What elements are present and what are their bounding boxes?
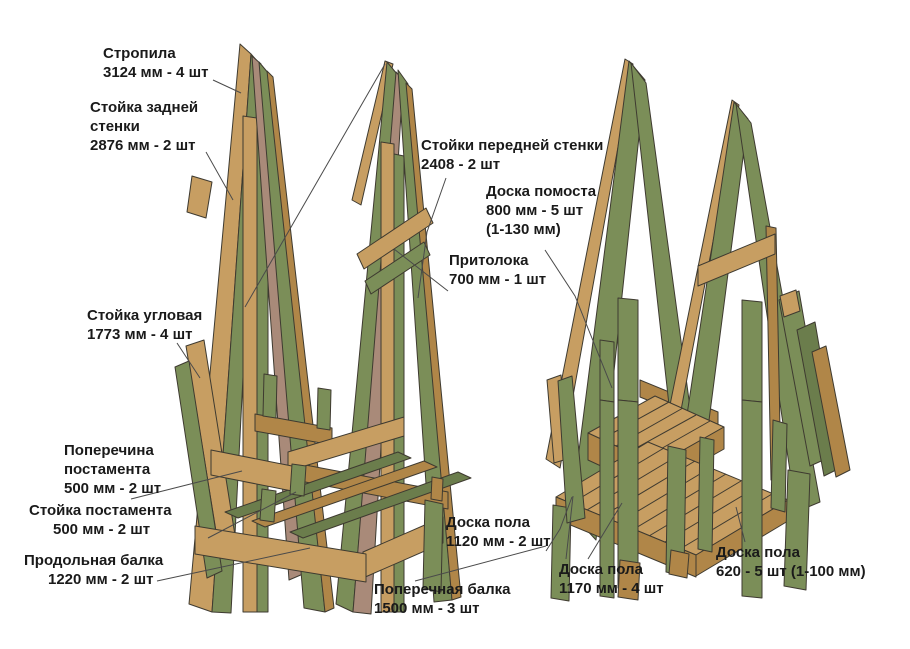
label-line: Стропила bbox=[103, 45, 176, 62]
label-line: Продольная балка bbox=[24, 552, 164, 569]
label-line: 1170 мм - 4 шт bbox=[559, 580, 664, 597]
label-line: Доска пола bbox=[716, 544, 800, 561]
label-line: Стойка постамента bbox=[29, 502, 172, 519]
label-pedestal-crossbar bbox=[64, 441, 161, 498]
label-line: стенки bbox=[90, 118, 140, 135]
label-rafters bbox=[103, 44, 208, 82]
label-line: 1120 мм - 2 шт bbox=[446, 533, 551, 550]
label-cross-beam bbox=[374, 580, 511, 618]
label-longitudinal-beam bbox=[24, 551, 163, 589]
rear-wall-post-board bbox=[187, 176, 212, 218]
label-line: 620 - 5 шт (1-100 мм) bbox=[716, 563, 866, 580]
label-line: 700 мм - 1 шт bbox=[449, 271, 547, 288]
label-floor-board-1120 bbox=[446, 513, 551, 551]
label-line: Доска помоста bbox=[486, 183, 597, 200]
label-corner-post bbox=[87, 306, 202, 344]
label-lintel bbox=[449, 251, 546, 289]
doorway-post bbox=[600, 340, 614, 402]
label-line: 1500 мм - 3 шт bbox=[374, 600, 480, 617]
post-notch bbox=[431, 477, 443, 501]
label-rear-wall-post bbox=[90, 98, 198, 155]
label-front-wall-posts bbox=[421, 136, 603, 174]
label-line: 500 мм - 2 шт bbox=[53, 521, 151, 538]
label-line: 2876 мм - 2 шт bbox=[90, 137, 196, 154]
label-line: 500 мм - 2 шт bbox=[64, 480, 162, 497]
leg-foot bbox=[669, 550, 689, 578]
label-floor-board-1170 bbox=[559, 560, 664, 598]
pedestal-post bbox=[317, 388, 331, 430]
label-platform-boards bbox=[486, 182, 596, 239]
label-line: Притолока bbox=[449, 252, 529, 269]
label-line: Поперечина bbox=[64, 442, 154, 459]
label-line: Стойка задней bbox=[90, 99, 199, 116]
label-line: 2408 - 2 шт bbox=[421, 156, 501, 173]
pedestal-post bbox=[260, 489, 276, 522]
label-line: 800 мм - 5 шт bbox=[486, 202, 584, 219]
label-line: Поперечная балка bbox=[374, 581, 511, 598]
label-floor-board-620 bbox=[716, 543, 866, 581]
label-line: Доска пола bbox=[446, 514, 530, 531]
pedestal-post bbox=[263, 374, 277, 418]
label-line: Стойки передней стенки bbox=[421, 137, 604, 154]
label-line: 1773 мм - 4 шт bbox=[87, 326, 193, 343]
label-line: 1220 мм - 2 шт bbox=[48, 571, 154, 588]
center-post bbox=[742, 300, 762, 402]
label-line: постамента bbox=[64, 461, 151, 478]
label-line: Стойка угловая bbox=[87, 307, 203, 324]
pedestal-post bbox=[290, 464, 306, 496]
label-line: (1-130 мм) bbox=[486, 221, 561, 238]
floor-post bbox=[771, 420, 787, 512]
label-pedestal-post bbox=[29, 501, 172, 539]
label-line: 3124 мм - 4 шт bbox=[103, 64, 209, 81]
floor-post bbox=[698, 437, 714, 552]
left-structure bbox=[175, 44, 471, 614]
center-post bbox=[618, 298, 638, 402]
label-line: Доска пола bbox=[559, 561, 643, 578]
